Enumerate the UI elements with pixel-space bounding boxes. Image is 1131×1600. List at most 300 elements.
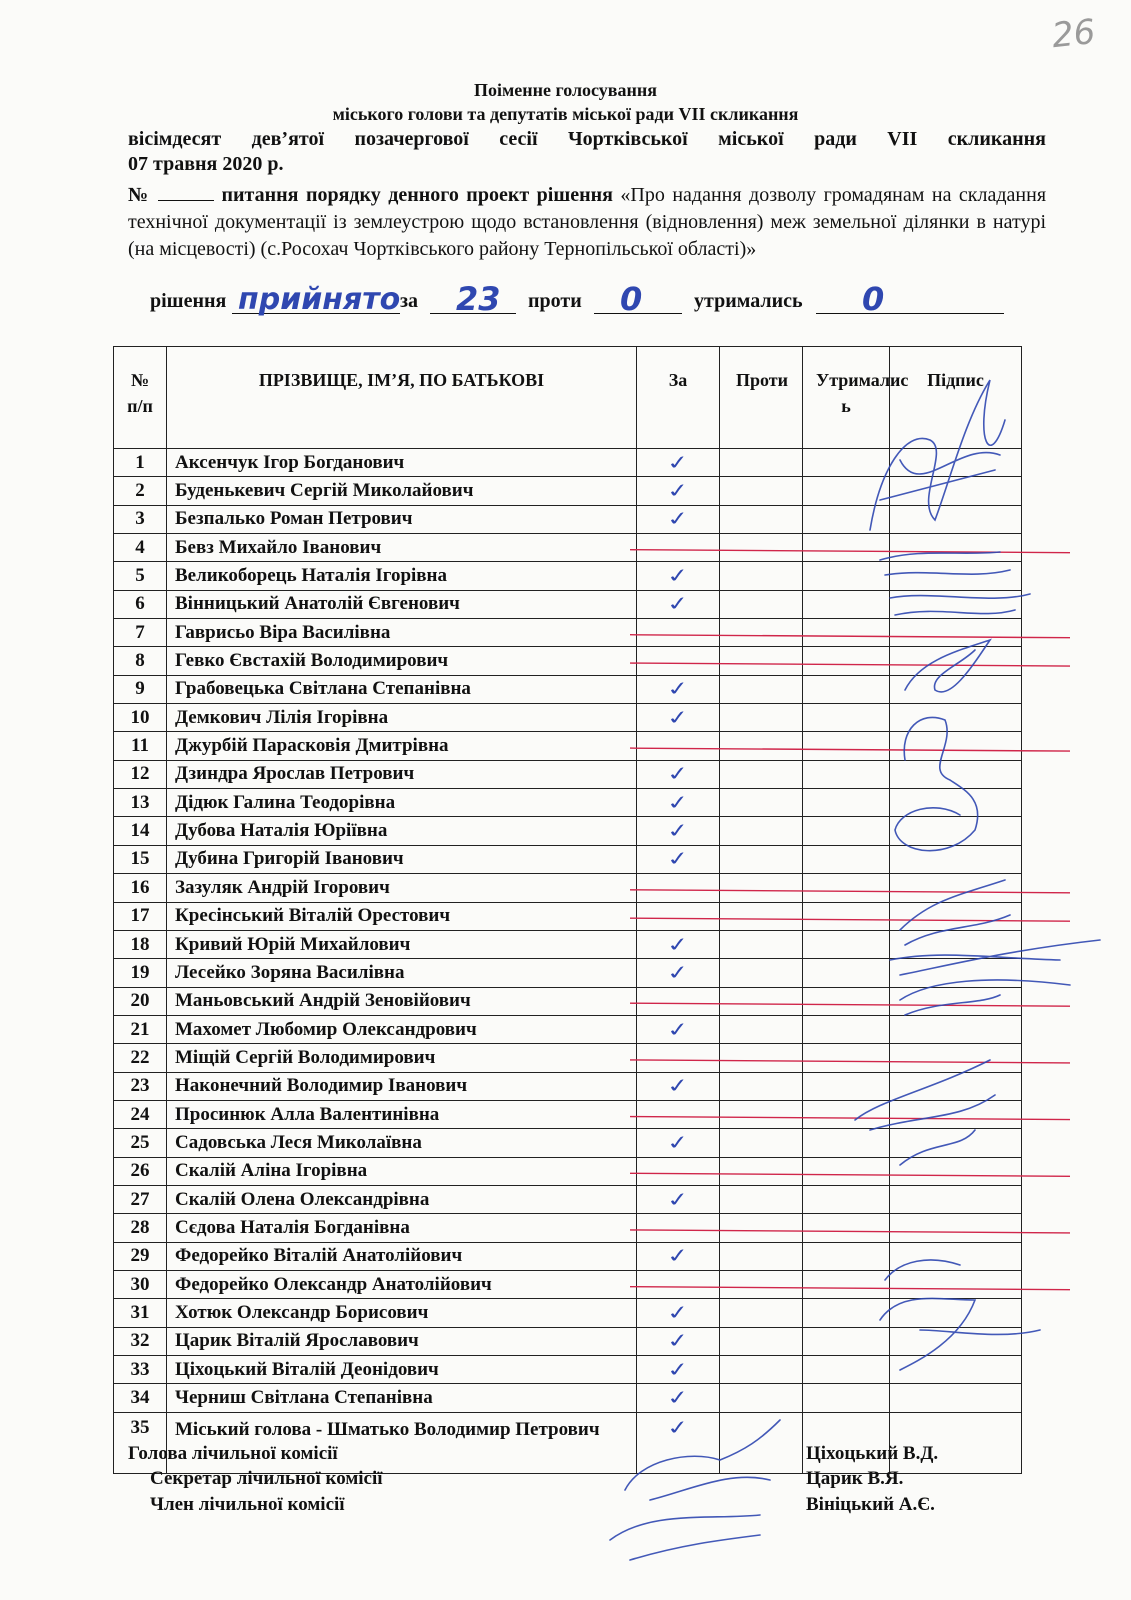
checkmark-icon: ✓ — [664, 790, 692, 815]
member-name: Безпалько Роман Петрович — [167, 505, 637, 533]
signature-cell — [890, 1242, 1022, 1270]
question-bold-text: питання порядку денного проект рішення — [221, 184, 613, 206]
member-name: Кривий Юрій Михайлович — [167, 930, 637, 958]
vote-against-cell — [720, 1412, 803, 1473]
vote-abstained-cell — [803, 1270, 890, 1298]
vote-for-cell — [637, 789, 720, 817]
row-number: 31 — [114, 1299, 167, 1327]
table-row — [114, 647, 1022, 675]
session-date: 07 травня 2020 р. — [128, 153, 284, 175]
decision-label: рішення — [150, 290, 227, 312]
signature-cell — [890, 1129, 1022, 1157]
signature-cell — [890, 1356, 1022, 1384]
signature-cell — [890, 1214, 1022, 1242]
member-name: Лесейко Зоряна Василівна — [167, 959, 637, 987]
member-name: Джурбій Парасковія Дмитрівна — [167, 732, 637, 760]
signature-cell — [890, 590, 1022, 618]
table-row — [114, 619, 1022, 647]
header-num: № п/п — [114, 347, 167, 449]
member-name: Дідюк Галина Теодорівна — [167, 789, 637, 817]
signature-cell — [890, 1100, 1022, 1128]
checkmark-icon: ✓ — [664, 819, 692, 844]
committee-secretary-label: Секретар лічильної комісії — [150, 1468, 383, 1489]
vote-against-cell — [720, 789, 803, 817]
vote-against-cell — [720, 732, 803, 760]
member-name: Буденькевич Сергій Миколайович — [167, 477, 637, 505]
member-name: Царик Віталій Ярославович — [167, 1327, 637, 1355]
vote-against-cell — [720, 930, 803, 958]
row-number: 19 — [114, 959, 167, 987]
member-name: Федорейко Олександр Анатолійович — [167, 1270, 637, 1298]
abstained-label: утримались — [694, 290, 803, 312]
table-row — [114, 534, 1022, 562]
vote-for-cell — [637, 449, 720, 477]
checkmark-icon: ✓ — [664, 705, 692, 730]
vote-for-cell — [637, 505, 720, 533]
signature-cell — [890, 1270, 1022, 1298]
vote-against-cell — [720, 1129, 803, 1157]
vote-against-cell — [720, 1185, 803, 1213]
vote-abstained-cell — [803, 590, 890, 618]
member-name: Дубина Григорій Іванович — [167, 845, 637, 873]
signature-cell — [890, 1327, 1022, 1355]
against-count: 0 — [620, 280, 643, 318]
table-row — [114, 1384, 1022, 1412]
vote-abstained-cell — [803, 704, 890, 732]
signature-cell — [890, 874, 1022, 902]
vote-for-cell — [637, 1072, 720, 1100]
signature-cell — [890, 902, 1022, 930]
header-against: Проти — [720, 347, 803, 449]
table-row — [114, 874, 1022, 902]
table-row — [114, 1015, 1022, 1043]
vote-against-cell — [720, 619, 803, 647]
row-number: 16 — [114, 874, 167, 902]
vote-against-cell — [720, 647, 803, 675]
checkmark-icon: ✓ — [664, 1074, 692, 1099]
vote-against-cell — [720, 1214, 803, 1242]
vote-abstained-cell — [803, 817, 890, 845]
committee-member-label: Член лічильної комісії — [150, 1494, 345, 1515]
row-number: 35 — [114, 1412, 167, 1473]
member-name: Гевко Євстахій Володимирович — [167, 647, 637, 675]
vote-for-cell — [637, 760, 720, 788]
vote-for-cell — [637, 987, 720, 1015]
row-number: 7 — [114, 619, 167, 647]
member-name: Міський голова - Шматько Володимир Петрович — [167, 1412, 637, 1473]
table-row — [114, 959, 1022, 987]
row-number: 2 — [114, 477, 167, 505]
signature-cell — [890, 477, 1022, 505]
signature-cell — [890, 817, 1022, 845]
member-name: Кресінський Віталій Орестович — [167, 902, 637, 930]
vote-for-cell — [637, 1157, 720, 1185]
vote-abstained-cell — [803, 1100, 890, 1128]
row-number: 12 — [114, 760, 167, 788]
decision-line — [150, 280, 1030, 326]
table-row — [114, 1157, 1022, 1185]
checkmark-icon: ✓ — [664, 677, 692, 702]
vote-abstained-cell — [803, 449, 890, 477]
checkmark-icon: ✓ — [664, 1017, 692, 1042]
vote-abstained-cell — [803, 675, 890, 703]
vote-abstained-cell — [803, 987, 890, 1015]
vote-for-cell — [637, 590, 720, 618]
vote-against-cell — [720, 449, 803, 477]
table-row — [114, 590, 1022, 618]
voting-table — [113, 346, 1022, 1474]
row-number: 26 — [114, 1157, 167, 1185]
table-row — [114, 987, 1022, 1015]
vote-against-cell — [720, 760, 803, 788]
vote-abstained-cell — [803, 959, 890, 987]
vote-abstained-cell — [803, 562, 890, 590]
table-header-row — [114, 347, 1022, 449]
member-name: Демкович Лілія Ігорівна — [167, 704, 637, 732]
vote-for-cell — [637, 930, 720, 958]
row-number: 4 — [114, 534, 167, 562]
vote-against-cell — [720, 1015, 803, 1043]
signature-cell — [890, 732, 1022, 760]
row-number: 28 — [114, 1214, 167, 1242]
vote-against-cell — [720, 1299, 803, 1327]
signature-cell — [890, 1299, 1022, 1327]
checkmark-icon: ✓ — [664, 1300, 692, 1325]
table-row — [114, 1185, 1022, 1213]
vote-against-cell — [720, 534, 803, 562]
member-name: Дубова Наталія Юріївна — [167, 817, 637, 845]
vote-for-cell — [637, 874, 720, 902]
question-number-blank — [158, 186, 214, 201]
vote-against-cell — [720, 845, 803, 873]
table-row — [114, 1270, 1022, 1298]
vote-for-cell — [637, 1044, 720, 1072]
vote-for-cell — [637, 1412, 720, 1473]
member-name: Ціхоцький Віталій Деонідович — [167, 1356, 637, 1384]
row-number: 25 — [114, 1129, 167, 1157]
row-number: 21 — [114, 1015, 167, 1043]
member-name: Наконечний Володимир Іванович — [167, 1072, 637, 1100]
header-name: ПРІЗВИЩЕ, ІМ’Я, ПО БАТЬКОВІ — [167, 347, 637, 449]
vote-against-cell — [720, 902, 803, 930]
decision-value: прийнято — [238, 282, 401, 317]
row-number: 20 — [114, 987, 167, 1015]
for-label: за — [400, 290, 419, 312]
vote-abstained-cell — [803, 760, 890, 788]
vote-against-cell — [720, 1100, 803, 1128]
member-name: Гаврисьо Віра Василівна — [167, 619, 637, 647]
checkmark-icon: ✓ — [664, 1357, 692, 1382]
vote-against-cell — [720, 817, 803, 845]
vote-abstained-cell — [803, 1044, 890, 1072]
row-number: 24 — [114, 1100, 167, 1128]
row-number: 15 — [114, 845, 167, 873]
vote-against-cell — [720, 1044, 803, 1072]
member-name: Бевз Михайло Іванович — [167, 534, 637, 562]
checkmark-icon: ✓ — [664, 1386, 692, 1411]
member-name: Махомет Любомир Олександрович — [167, 1015, 637, 1043]
member-name: Просинюк Алла Валентинівна — [167, 1100, 637, 1128]
vote-for-cell — [637, 562, 720, 590]
row-number: 32 — [114, 1327, 167, 1355]
member-name: Міщій Сергій Володимирович — [167, 1044, 637, 1072]
vote-for-cell — [637, 1100, 720, 1128]
committee-head-label: Голова лічильної комісії — [128, 1443, 338, 1464]
vote-abstained-cell — [803, 1299, 890, 1327]
vote-for-cell — [637, 1214, 720, 1242]
vote-abstained-cell — [803, 845, 890, 873]
vote-for-cell — [637, 1185, 720, 1213]
signature-cell — [890, 1185, 1022, 1213]
signature-cell — [890, 1044, 1022, 1072]
checkmark-icon: ✓ — [664, 450, 692, 475]
question-text: «Про надання дозволу громадянам на складання технічної документації із землеустрою щодо встановлення (відновлення) меж земельної ділянки в натурі (на місцевості) (с.Росохач Чортківського району Тернопільської області)» — [128, 184, 1047, 260]
table-row — [114, 675, 1022, 703]
vote-abstained-cell — [803, 1356, 890, 1384]
vote-for-cell — [637, 477, 720, 505]
table-row — [114, 1129, 1022, 1157]
session-line: вісімдесят дев’ятої позачергової сесії Чортківської міської ради VII скликання — [128, 128, 1046, 150]
row-number: 23 — [114, 1072, 167, 1100]
header-for: За — [637, 347, 720, 449]
table-row — [114, 1044, 1022, 1072]
table-row — [114, 732, 1022, 760]
committee-secretary-name: Царик В.Я. — [806, 1468, 904, 1489]
document-subtitle: міського голови та депутатів міської ради VII скликання — [332, 104, 799, 124]
vote-against-cell — [720, 675, 803, 703]
committee-member-name: Вініцький А.Є. — [806, 1494, 935, 1515]
vote-for-cell — [637, 704, 720, 732]
vote-for-cell — [637, 1356, 720, 1384]
member-name: Хотюк Олександр Борисович — [167, 1299, 637, 1327]
vote-against-cell — [720, 562, 803, 590]
vote-abstained-cell — [803, 1015, 890, 1043]
question-number-label: № — [128, 184, 151, 206]
vote-for-cell — [637, 1015, 720, 1043]
vote-for-cell — [637, 675, 720, 703]
committee-head-name: Ціхоцький В.Д. — [806, 1443, 939, 1464]
signature-cell — [890, 675, 1022, 703]
signature-cell — [890, 647, 1022, 675]
vote-for-cell — [637, 1129, 720, 1157]
table-row — [114, 505, 1022, 533]
table-row — [114, 1327, 1022, 1355]
vote-abstained-cell — [803, 647, 890, 675]
checkmark-icon: ✓ — [664, 592, 692, 617]
table-row — [114, 930, 1022, 958]
vote-against-cell — [720, 1242, 803, 1270]
vote-abstained-cell — [803, 619, 890, 647]
vote-against-cell — [720, 959, 803, 987]
vote-abstained-cell — [803, 1242, 890, 1270]
signature-cell — [890, 930, 1022, 958]
signature-cell — [890, 1015, 1022, 1043]
committee-signature-scribble — [610, 1515, 760, 1560]
signature-cell — [890, 449, 1022, 477]
vote-abstained-cell — [803, 534, 890, 562]
vote-for-cell — [637, 845, 720, 873]
vote-against-cell — [720, 590, 803, 618]
member-name: Черниш Світлана Степанівна — [167, 1384, 637, 1412]
signature-cell — [890, 987, 1022, 1015]
signature-cell — [890, 619, 1022, 647]
vote-for-cell — [637, 732, 720, 760]
vote-against-cell — [720, 477, 803, 505]
vote-abstained-cell — [803, 789, 890, 817]
row-number: 3 — [114, 505, 167, 533]
for-count: 23 — [456, 280, 501, 318]
member-name: Зазуляк Андрій Ігорович — [167, 874, 637, 902]
vote-abstained-cell — [803, 902, 890, 930]
vote-abstained-cell — [803, 930, 890, 958]
member-name: Вінницький Анатолій Євгенович — [167, 590, 637, 618]
row-number: 34 — [114, 1384, 167, 1412]
row-number: 5 — [114, 562, 167, 590]
member-name: Великоборець Наталія Ігорівна — [167, 562, 637, 590]
vote-abstained-cell — [803, 1185, 890, 1213]
checkmark-icon: ✓ — [664, 1187, 692, 1212]
signature-cell — [890, 959, 1022, 987]
abstained-count: 0 — [862, 280, 885, 318]
vote-abstained-cell — [803, 1072, 890, 1100]
row-number: 22 — [114, 1044, 167, 1072]
member-name: Скалій Аліна Ігорівна — [167, 1157, 637, 1185]
table-row — [114, 1214, 1022, 1242]
row-number: 29 — [114, 1242, 167, 1270]
vote-against-cell — [720, 1157, 803, 1185]
page-number: 26 — [1050, 11, 1098, 57]
member-name: Скалій Олена Олександрівна — [167, 1185, 637, 1213]
vote-against-cell — [720, 874, 803, 902]
vote-against-cell — [720, 1072, 803, 1100]
table-row — [114, 817, 1022, 845]
checkmark-icon: ✓ — [664, 762, 692, 787]
row-number: 11 — [114, 732, 167, 760]
table-row — [114, 1299, 1022, 1327]
row-number: 1 — [114, 449, 167, 477]
vote-against-cell — [720, 987, 803, 1015]
table-row — [114, 704, 1022, 732]
table-row — [114, 1242, 1022, 1270]
table-row — [114, 1100, 1022, 1128]
vote-for-cell — [637, 1270, 720, 1298]
checkmark-icon: ✓ — [664, 932, 692, 957]
table-row — [114, 562, 1022, 590]
member-name: Сєдова Наталія Богданівна — [167, 1214, 637, 1242]
row-number: 6 — [114, 590, 167, 618]
table-row — [114, 1072, 1022, 1100]
vote-for-cell — [637, 534, 720, 562]
checkmark-icon: ✓ — [664, 479, 692, 504]
row-number: 8 — [114, 647, 167, 675]
vote-for-cell — [637, 1384, 720, 1412]
checkmark-icon: ✓ — [664, 1244, 692, 1269]
row-number: 13 — [114, 789, 167, 817]
vote-abstained-cell — [803, 505, 890, 533]
vote-for-cell — [637, 1327, 720, 1355]
row-number: 30 — [114, 1270, 167, 1298]
vote-for-cell — [637, 1242, 720, 1270]
signature-cell — [890, 845, 1022, 873]
member-name: Дзиндра Ярослав Петрович — [167, 760, 637, 788]
checkmark-icon: ✓ — [664, 1415, 692, 1440]
member-name: Аксенчук Ігор Богданович — [167, 449, 637, 477]
row-number: 9 — [114, 675, 167, 703]
checkmark-icon: ✓ — [664, 564, 692, 589]
vote-abstained-cell — [803, 1214, 890, 1242]
signature-cell — [890, 1157, 1022, 1185]
table-row — [114, 760, 1022, 788]
vote-against-cell — [720, 505, 803, 533]
abstained-underline — [816, 313, 1004, 314]
vote-against-cell — [720, 1270, 803, 1298]
signature-cell — [890, 760, 1022, 788]
document-title: Поіменне голосування — [473, 80, 658, 100]
member-name: Садовська Леся Миколаївна — [167, 1129, 637, 1157]
vote-against-cell — [720, 1384, 803, 1412]
vote-abstained-cell — [803, 1327, 890, 1355]
table-row — [114, 1356, 1022, 1384]
vote-against-cell — [720, 1356, 803, 1384]
vote-abstained-cell — [803, 1129, 890, 1157]
agenda-question — [128, 182, 1046, 263]
row-number: 33 — [114, 1356, 167, 1384]
vote-against-cell — [720, 704, 803, 732]
signature-cell — [890, 562, 1022, 590]
row-number: 18 — [114, 930, 167, 958]
vote-for-cell — [637, 817, 720, 845]
row-number: 14 — [114, 817, 167, 845]
vote-abstained-cell — [803, 1157, 890, 1185]
vote-abstained-cell — [803, 1384, 890, 1412]
signature-cell — [890, 1072, 1022, 1100]
vote-for-cell — [637, 902, 720, 930]
signature-cell — [890, 704, 1022, 732]
against-label: проти — [528, 290, 582, 312]
vote-for-cell — [637, 647, 720, 675]
table-row — [114, 845, 1022, 873]
checkmark-icon: ✓ — [664, 960, 692, 985]
row-number: 17 — [114, 902, 167, 930]
vote-abstained-cell — [803, 874, 890, 902]
vote-abstained-cell — [803, 477, 890, 505]
vote-for-cell — [637, 959, 720, 987]
vote-for-cell — [637, 1299, 720, 1327]
checkmark-icon: ✓ — [664, 1130, 692, 1155]
row-number: 27 — [114, 1185, 167, 1213]
checkmark-icon: ✓ — [664, 1329, 692, 1354]
row-number: 10 — [114, 704, 167, 732]
checkmark-icon: ✓ — [664, 847, 692, 872]
header-signature: Підпис — [890, 347, 1022, 449]
signature-cell — [890, 1384, 1022, 1412]
table-row — [114, 789, 1022, 817]
header-abstained: Утрималис ь — [803, 347, 890, 449]
signature-cell — [890, 789, 1022, 817]
signature-cell — [890, 534, 1022, 562]
signature-cell — [890, 505, 1022, 533]
vote-against-cell — [720, 1327, 803, 1355]
vote-for-cell — [637, 619, 720, 647]
table-row — [114, 477, 1022, 505]
member-name: Маньовський Андрій Зеновійович — [167, 987, 637, 1015]
member-name: Федорейко Віталій Анатолійович — [167, 1242, 637, 1270]
member-name: Грабовецька Світлана Степанівна — [167, 675, 637, 703]
table-row — [114, 902, 1022, 930]
vote-abstained-cell — [803, 732, 890, 760]
checkmark-icon: ✓ — [664, 507, 692, 532]
table-row — [114, 449, 1022, 477]
